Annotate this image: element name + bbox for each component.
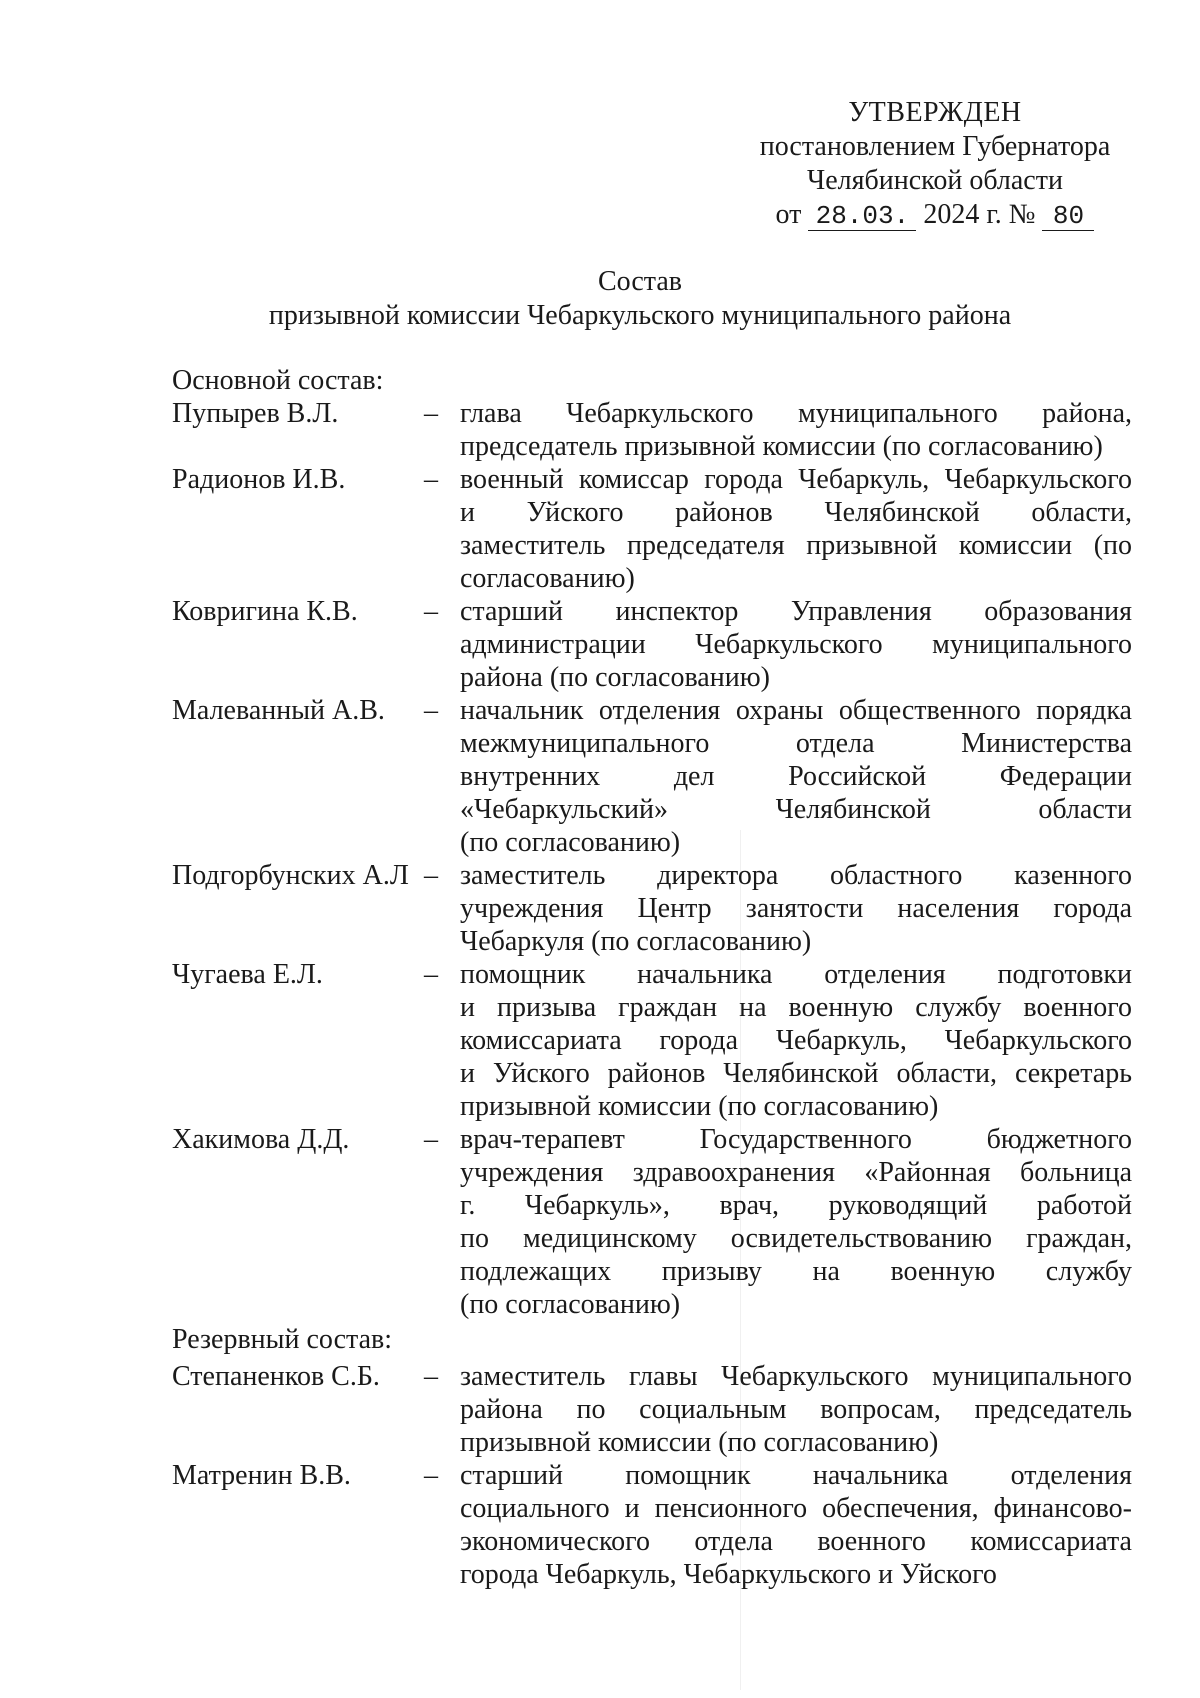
member-description	[460, 859, 1132, 958]
member-description-line: старший помощник начальника отделения	[460, 1460, 1132, 1491]
member-description-line: Чебаркуля (по согласованию)	[460, 926, 812, 957]
member-name: Степаненков С.Б.	[172, 1361, 380, 1392]
member-description-line: района (по согласованию)	[460, 662, 770, 693]
approval-from-prefix: от	[775, 199, 802, 230]
member-name: Малеванный А.В.	[172, 695, 385, 726]
member-description	[460, 694, 1132, 859]
member-entry	[172, 859, 1132, 958]
member-description-line: начальник отделения охраны общественного порядка	[460, 695, 1132, 726]
member-description	[460, 1360, 1132, 1459]
member-description-line: заместитель главы Чебаркульского муниципального	[460, 1361, 1132, 1392]
member-description-line: города Чебаркуль, Чебаркульского и Уйского	[460, 1559, 997, 1590]
member-description-line: заместитель директора областного казенного	[460, 860, 1132, 891]
member-description-line: «Чебаркульский» Челябинской области	[460, 794, 1132, 825]
member-entry	[172, 958, 1132, 1123]
approval-block	[730, 96, 1140, 232]
member-name: Матренин В.В.	[172, 1460, 351, 1491]
member-description-line: г. Чебаркуль», врач, руководящий работой	[460, 1190, 1132, 1221]
member-dash: –	[424, 1460, 438, 1491]
member-name: Ковригина К.В.	[172, 596, 358, 627]
approval-number: 80	[1042, 202, 1094, 231]
member-entry	[172, 1360, 1132, 1459]
member-description	[460, 595, 1132, 694]
member-description	[460, 958, 1132, 1123]
member-entry	[172, 397, 1132, 463]
member-description-line: военный комиссар города Чебаркуль, Чебаркульского	[460, 464, 1132, 495]
member-description-line: внутренних дел Российской Федерации	[460, 761, 1132, 792]
member-dash: –	[424, 860, 438, 891]
member-description-line: и Уйского районов Челябинской области,	[460, 497, 1132, 528]
member-description-line: межмуниципального отдела Министерства	[460, 728, 1132, 759]
approval-date: 28.03.	[808, 202, 916, 231]
member-description-line: учреждения Центр занятости населения города	[460, 893, 1132, 924]
title-line-2: призывной комиссии Чебаркульского муниципального района	[268, 300, 1012, 331]
member-description-line: призывной комиссии (по согласованию)	[460, 1091, 939, 1122]
member-dash: –	[424, 959, 438, 990]
member-dash: –	[424, 1361, 438, 1392]
member-description	[460, 463, 1132, 595]
main-section-heading: Основной состав:	[172, 365, 384, 396]
document-title	[100, 265, 1180, 333]
member-description-line: экономического отдела военного комиссариата	[460, 1526, 1132, 1557]
member-description-line: призывной комиссии (по согласованию)	[460, 1427, 939, 1458]
member-dash: –	[424, 695, 438, 726]
approval-title: УТВЕРЖДЕН	[848, 97, 1022, 128]
member-dash: –	[424, 1124, 438, 1155]
title-line-1: Состав	[597, 266, 683, 297]
member-entry	[172, 694, 1132, 859]
member-description-line: заместитель председателя призывной комиссии (по	[460, 530, 1132, 561]
scan-artifact-line	[740, 830, 741, 1690]
member-description-line: (по согласованию)	[460, 827, 681, 858]
member-entry	[172, 1459, 1132, 1591]
member-description-line: по медицинскому освидетельствованию граждан,	[460, 1223, 1132, 1254]
member-description-line: (по согласованию)	[460, 1289, 681, 1320]
member-description-line: согласованию)	[460, 563, 635, 594]
member-description-line: учреждения здравоохранения «Районная больница	[460, 1157, 1132, 1188]
reserve-section-heading: Резервный состав:	[172, 1324, 393, 1355]
member-dash: –	[424, 464, 438, 495]
approval-by-line-2: Челябинской области	[807, 165, 1063, 196]
member-name: Радионов И.В.	[172, 464, 346, 495]
member-dash: –	[424, 398, 438, 429]
member-description-line: старший инспектор Управления образования	[460, 596, 1132, 627]
member-name: Пупырев В.Л.	[172, 398, 339, 429]
member-description-line: комиссариата города Чебаркуль, Чебаркульского	[460, 1025, 1132, 1056]
member-description	[460, 397, 1132, 463]
member-description	[460, 1459, 1132, 1591]
member-description	[460, 1123, 1132, 1321]
member-description-line: врач-терапевт Государственного бюджетного	[460, 1124, 1132, 1155]
member-entry	[172, 1123, 1132, 1321]
member-entry	[172, 595, 1132, 694]
approval-date-line	[730, 198, 1140, 232]
member-name: Подгорбунских А.Л	[172, 860, 409, 891]
member-description-line: и призыва граждан на военную службу военного	[460, 992, 1132, 1023]
member-description-line: председатель призывной комиссии (по согласованию)	[460, 431, 1103, 462]
member-description-line: глава Чебаркульского муниципального района,	[460, 398, 1132, 429]
member-dash: –	[424, 596, 438, 627]
member-name: Хакимова Д.Д.	[172, 1124, 350, 1155]
approval-by-line-1: постановлением Губернатора	[759, 131, 1111, 162]
member-description-line: района по социальным вопросам, председатель	[460, 1394, 1132, 1425]
member-description-line: подлежащих призыву на военную службу	[460, 1256, 1132, 1287]
member-entry	[172, 463, 1132, 595]
member-name: Чугаева Е.Л.	[172, 959, 323, 990]
member-description-line: помощник начальника отделения подготовки	[460, 959, 1132, 990]
approval-year: 2024 г. №	[923, 199, 1036, 230]
member-description-line: и Уйского районов Челябинской области, секретарь	[460, 1058, 1132, 1089]
member-description-line: социального и пенсионного обеспечения, финансово-	[460, 1493, 1132, 1524]
member-description-line: администрации Чебаркульского муниципального	[460, 629, 1132, 660]
